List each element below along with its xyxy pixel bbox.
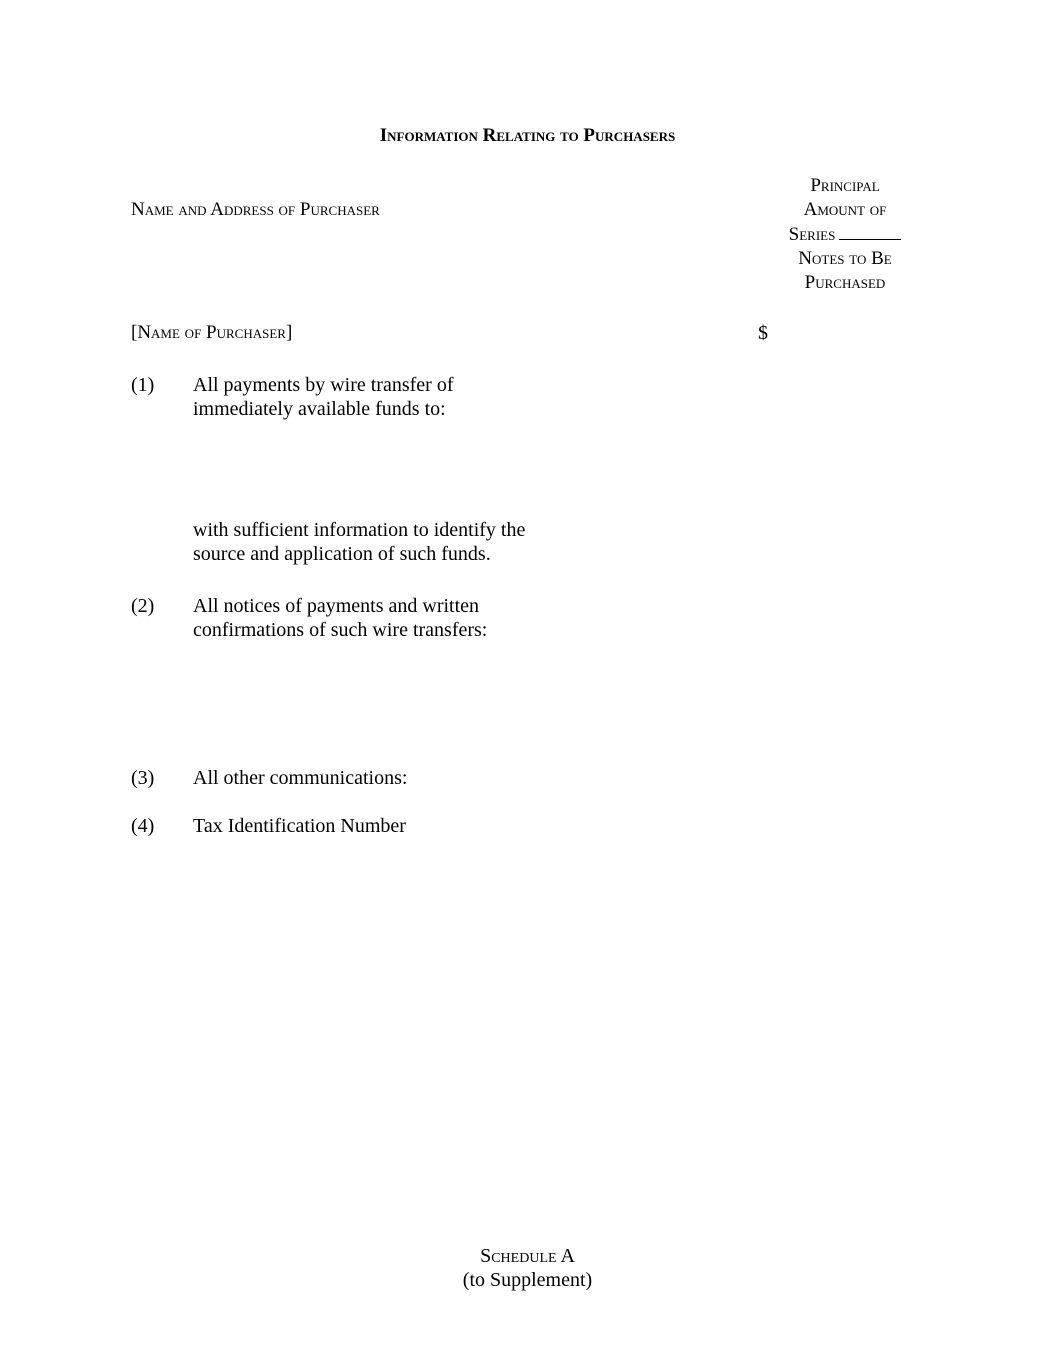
- item-3-text-line1: All other communications:: [193, 767, 408, 789]
- principal-header-line2: Amount of: [803, 199, 887, 220]
- item-1-continuation-line2: source and application of such funds.: [193, 543, 491, 565]
- principal-header-line4: Notes to Be: [798, 248, 892, 269]
- item-1-text-line2: immediately available funds to:: [193, 398, 446, 420]
- series-blank-line: [839, 222, 901, 240]
- page-title: Information Relating to Purchasers: [379, 125, 676, 146]
- currency-symbol: $: [758, 322, 768, 344]
- principal-header-line3: [782, 222, 908, 247]
- footer-supplement-label: (to Supplement): [462, 1269, 593, 1291]
- principal-header-line1: Principal: [810, 175, 880, 196]
- item-2-number: (2): [131, 595, 155, 617]
- item-1-continuation-line1: with sufficient information to identify the: [193, 519, 526, 541]
- item-3-number: (3): [131, 767, 155, 789]
- item-2-text-line2: confirmations of such wire transfers:: [193, 619, 488, 641]
- principal-header-line5: Purchased: [804, 272, 886, 293]
- name-address-column-header: Name and Address of Purchaser: [131, 199, 380, 220]
- item-1-number: (1): [131, 374, 155, 396]
- principal-amount-column-header: [782, 174, 908, 295]
- page-footer: [0, 1244, 1055, 1292]
- purchaser-name-placeholder: [Name of Purchaser]: [131, 322, 293, 343]
- item-4-number: (4): [131, 815, 155, 837]
- footer-schedule-label: Schedule A: [480, 1245, 575, 1267]
- item-1-text-line1: All payments by wire transfer of: [193, 374, 454, 396]
- item-2-text-line1: All notices of payments and written: [193, 595, 480, 617]
- series-label: Series: [788, 224, 836, 245]
- item-4-text-line1: Tax Identification Number: [193, 815, 406, 837]
